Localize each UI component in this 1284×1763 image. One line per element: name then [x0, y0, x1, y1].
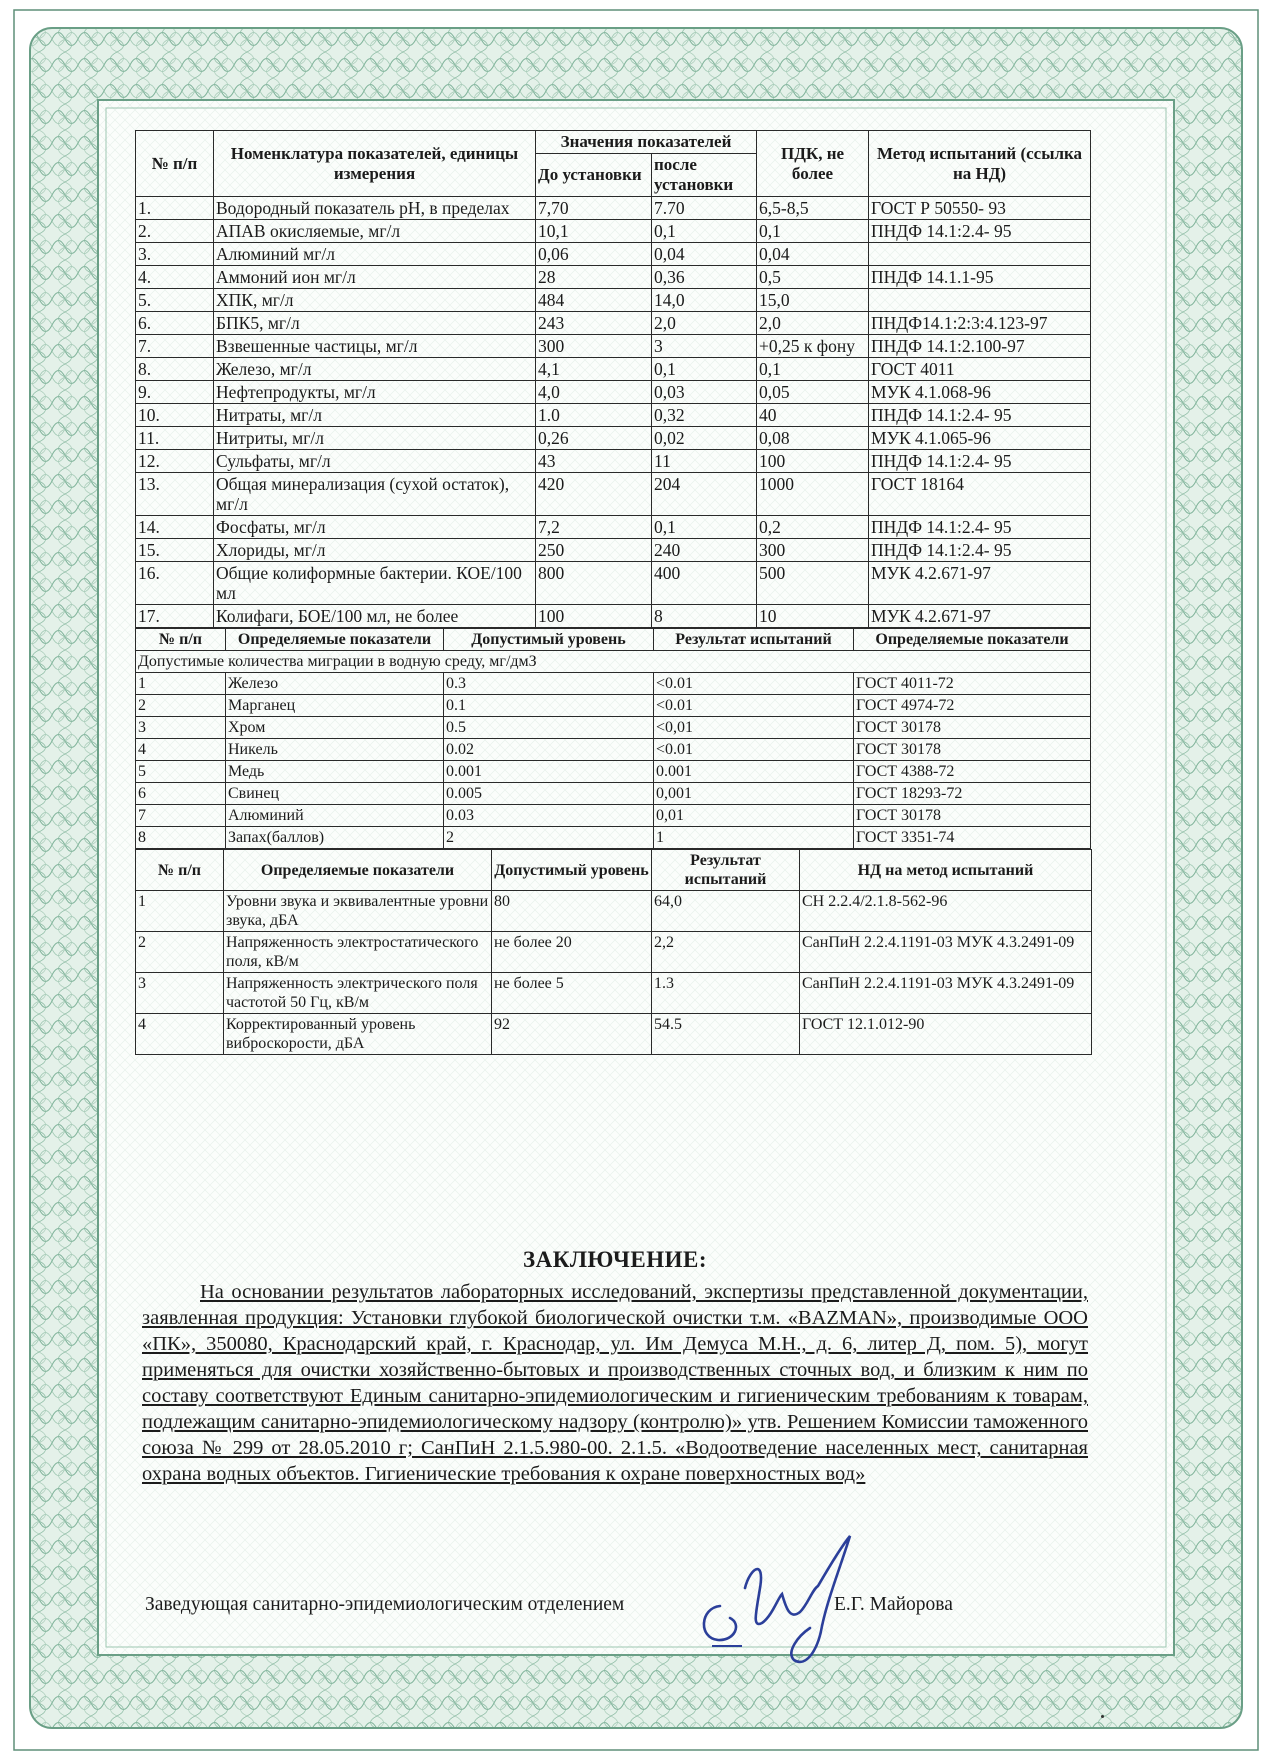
cell-before: 0,26	[536, 427, 652, 450]
table-row	[136, 695, 1091, 717]
cell-name: Нитриты, мг/л	[214, 427, 536, 450]
table-row	[136, 673, 1091, 695]
table-row	[136, 973, 1092, 1014]
cell-method	[869, 243, 1091, 266]
cell-name: Никель	[226, 739, 444, 761]
table-row	[136, 891, 1092, 932]
section-label: Допустимые количества миграции в водную среду, мг/дмЗ	[136, 651, 1091, 673]
cell-result: 0.001	[654, 761, 854, 783]
cell-pdk: 0,5	[757, 266, 869, 289]
cell-after: 240	[652, 539, 757, 562]
cell-method: ГОСТ Р 50550- 93	[869, 197, 1091, 220]
cell-method: СанПиН 2.2.4.1191-03 МУК 4.3.2491-09	[800, 932, 1092, 973]
header-result: Результат испытаний	[654, 629, 854, 651]
cell-num: 15.	[136, 539, 214, 562]
cell-num: 14.	[136, 516, 214, 539]
cell-method: МУК 4.2.671-97	[869, 605, 1091, 628]
cell-before: 0,06	[536, 243, 652, 266]
table-row	[136, 783, 1091, 805]
cell-name: Фосфаты, мг/л	[214, 516, 536, 539]
cell-before: 7,2	[536, 516, 652, 539]
cell-method: МУК 4.1.065-96	[869, 427, 1091, 450]
cell-pdk: 0,05	[757, 381, 869, 404]
cell-method: ГОСТ 18164	[869, 473, 1091, 516]
cell-after: 3	[652, 335, 757, 358]
physical-factors-table	[135, 849, 1092, 1055]
table-row	[136, 289, 1091, 312]
cell-pdk: 100	[757, 450, 869, 473]
cell-num: 3	[136, 717, 226, 739]
cell-after: 400	[652, 562, 757, 605]
header-num: № п/п	[136, 629, 226, 651]
cell-level: 2	[444, 827, 654, 849]
cell-num: 5	[136, 761, 226, 783]
cell-pdk: 2,0	[757, 312, 869, 335]
table-row	[136, 605, 1091, 628]
cell-method: ГОСТ 4388-72	[854, 761, 1091, 783]
cell-name: Общая минерализация (сухой остаток), мг/л	[214, 473, 536, 516]
cell-method: ГОСТ 30178	[854, 805, 1091, 827]
signatory-name: Е.Г. Майорова	[834, 1594, 953, 1615]
conclusion-text: На основании результатов лабораторных исследований, экспертизы представленной документации, заявленная продукция: Установки глубокой биологической очистки т.м. «BAZMAN», производимые ООО «ПК», 350080, Краснодарский край, г. Краснодар, ул. Им Демуса М.Н., д. 6, литер Д, пом. 5), могут применяться для очистки хозяйственно-бытовых и производственных сточных вод, и близким к ним по составу соответствуют Единым санитарно-эпидемиологическим и гигиеническим требованиям к товарам, подлежащим санитарно-эпидемиологическому надзору (контролю)» утв. Решением Комиссии таможенного союза № 299 от 28.05.2010 г; СанПиН 2.1.5.980-00. 2.1.5. «Водоотведение населенных мест, санитарная охрана водных объектов. Гигиенические требования к охране поверхностных вод»	[142, 1281, 1088, 1485]
table-row	[136, 932, 1092, 973]
cell-level: 0.005	[444, 783, 654, 805]
cell-before: 250	[536, 539, 652, 562]
cell-name: ХПК, мг/л	[214, 289, 536, 312]
cell-pdk: 40	[757, 404, 869, 427]
cell-method: ГОСТ 12.1.012-90	[800, 1014, 1092, 1055]
cell-before: 10,1	[536, 220, 652, 243]
cell-name: Нефтепродукты, мг/л	[214, 381, 536, 404]
header-after: после установки	[652, 154, 757, 197]
tables-area	[135, 130, 1090, 1055]
table-row	[136, 1014, 1092, 1055]
cell-num: 2	[136, 932, 224, 973]
cell-result: <0,01	[654, 717, 854, 739]
table-row	[136, 827, 1091, 849]
cell-level: 80	[492, 891, 652, 932]
cell-name: Хром	[226, 717, 444, 739]
cell-result: <0.01	[654, 673, 854, 695]
water-quality-table	[135, 130, 1091, 628]
cell-before: 4,1	[536, 358, 652, 381]
cell-pdk: 500	[757, 562, 869, 605]
table-row	[136, 335, 1091, 358]
header-name: Номенклатура показателей, единицы измерения	[214, 131, 536, 197]
cell-name: Хлориды, мг/л	[214, 539, 536, 562]
cell-num: 5.	[136, 289, 214, 312]
cell-before: 484	[536, 289, 652, 312]
cell-result: <0.01	[654, 695, 854, 717]
migration-table	[135, 628, 1091, 849]
cell-result: 1.3	[652, 973, 800, 1014]
cell-num: 13.	[136, 473, 214, 516]
table-row	[136, 562, 1091, 605]
cell-method: ГОСТ 3351-74	[854, 827, 1091, 849]
cell-name: Железо	[226, 673, 444, 695]
cell-before: 800	[536, 562, 652, 605]
cell-level: 0.02	[444, 739, 654, 761]
cell-before: 420	[536, 473, 652, 516]
header-method: Метод испытаний (ссылка на НД)	[869, 131, 1091, 197]
table-row	[136, 450, 1091, 473]
table-row	[136, 473, 1091, 516]
cell-name: Колифаги, БОЕ/100 мл, не более	[214, 605, 536, 628]
cell-num: 2	[136, 695, 226, 717]
cell-method: ГОСТ 30178	[854, 739, 1091, 761]
cell-method: ГОСТ 18293-72	[854, 783, 1091, 805]
cell-result: 2,2	[652, 932, 800, 973]
header-result: Результат испытаний	[652, 850, 800, 891]
cell-pdk: 0,04	[757, 243, 869, 266]
cell-before: 100	[536, 605, 652, 628]
cell-before: 1.0	[536, 404, 652, 427]
header-level: Допустимый уровень	[492, 850, 652, 891]
cell-pdk: 0,1	[757, 220, 869, 243]
cell-method: ПНДФ14.1:2:3:4.123-97	[869, 312, 1091, 335]
cell-pdk: +0,25 к фону	[757, 335, 869, 358]
cell-pdk: 300	[757, 539, 869, 562]
cell-method: ПНДФ 14.1:2.4- 95	[869, 516, 1091, 539]
cell-num: 4	[136, 739, 226, 761]
cell-method: МУК 4.2.671-97	[869, 562, 1091, 605]
cell-after: 0,36	[652, 266, 757, 289]
cell-method: ГОСТ 4974-72	[854, 695, 1091, 717]
cell-num: 17.	[136, 605, 214, 628]
cell-method: ГОСТ 4011	[869, 358, 1091, 381]
table-row	[136, 539, 1091, 562]
cell-after: 2,0	[652, 312, 757, 335]
cell-method: ПНДФ 14.1:2.4- 95	[869, 404, 1091, 427]
table-row	[136, 381, 1091, 404]
cell-name: Железо, мг/л	[214, 358, 536, 381]
cell-num: 4.	[136, 266, 214, 289]
table-row	[136, 717, 1091, 739]
cell-pdk: 15,0	[757, 289, 869, 312]
cell-name: Уровни звука и эквивалентные уровни звука, дБА	[224, 891, 492, 932]
cell-result: <0.01	[654, 739, 854, 761]
cell-after: 14,0	[652, 289, 757, 312]
cell-method: ГОСТ 4011-72	[854, 673, 1091, 695]
cell-before: 243	[536, 312, 652, 335]
cell-level: не более 5	[492, 973, 652, 1014]
cell-name: Общие колиформные бактерии. КОЕ/100 мл	[214, 562, 536, 605]
table-row	[136, 805, 1091, 827]
table-row	[136, 266, 1091, 289]
table-row	[136, 220, 1091, 243]
scan-speck	[1101, 1715, 1104, 1718]
cell-name: Медь	[226, 761, 444, 783]
cell-num: 11.	[136, 427, 214, 450]
table-row	[136, 197, 1091, 220]
cell-result: 0,01	[654, 805, 854, 827]
cell-method: ПНДФ 14.1:2.100-97	[869, 335, 1091, 358]
header-method: Определяемые показатели	[854, 629, 1091, 651]
cell-after: 0,1	[652, 220, 757, 243]
cell-num: 7.	[136, 335, 214, 358]
cell-num: 7	[136, 805, 226, 827]
cell-before: 28	[536, 266, 652, 289]
cell-pdk: 1000	[757, 473, 869, 516]
cell-num: 10.	[136, 404, 214, 427]
cell-name: БПК5, мг/л	[214, 312, 536, 335]
cell-num: 1.	[136, 197, 214, 220]
cell-name: Аммоний ион мг/л	[214, 266, 536, 289]
conclusion-section	[142, 1247, 1088, 1487]
table-row	[136, 358, 1091, 381]
cell-num: 3.	[136, 243, 214, 266]
cell-method: ПНДФ 14.1.1-95	[869, 266, 1091, 289]
cell-after: 0,04	[652, 243, 757, 266]
cell-method: ПНДФ 14.1:2.4- 95	[869, 539, 1091, 562]
cell-name: Корректированный уровень виброскорости, дБА	[224, 1014, 492, 1055]
cell-name: Свинец	[226, 783, 444, 805]
table-row	[136, 739, 1091, 761]
cell-level: 0.5	[444, 717, 654, 739]
cell-name: Алюминий мг/л	[214, 243, 536, 266]
table-row	[136, 761, 1091, 783]
cell-num: 8.	[136, 358, 214, 381]
cell-name: Напряженность электростатического поля, кВ/м	[224, 932, 492, 973]
cell-level: 0.3	[444, 673, 654, 695]
cell-after: 8	[652, 605, 757, 628]
cell-method: МУК 4.1.068-96	[869, 381, 1091, 404]
header-name: Определяемые показатели	[226, 629, 444, 651]
cell-before: 43	[536, 450, 652, 473]
table-row	[136, 243, 1091, 266]
cell-method	[869, 289, 1091, 312]
cell-name: Алюминий	[226, 805, 444, 827]
cell-after: 0,1	[652, 358, 757, 381]
cell-level: 0.1	[444, 695, 654, 717]
cell-after: 0,03	[652, 381, 757, 404]
cell-method: ГОСТ 30178	[854, 717, 1091, 739]
cell-num: 3	[136, 973, 224, 1014]
cell-before: 300	[536, 335, 652, 358]
cell-level: 92	[492, 1014, 652, 1055]
cell-method: СанПиН 2.2.4.1191-03 МУК 4.3.2491-09	[800, 973, 1092, 1014]
cell-method: ПНДФ 14.1:2.4- 95	[869, 450, 1091, 473]
cell-result: 0,001	[654, 783, 854, 805]
cell-name: Водородный показатель pH, в пределах	[214, 197, 536, 220]
table-row	[136, 516, 1091, 539]
cell-num: 12.	[136, 450, 214, 473]
table-row	[136, 312, 1091, 335]
table-row	[136, 427, 1091, 450]
cell-before: 7,70	[536, 197, 652, 220]
table-row	[136, 404, 1091, 427]
cell-result: 1	[654, 827, 854, 849]
cell-method: ПНДФ 14.1:2.4- 95	[869, 220, 1091, 243]
cell-num: 1	[136, 673, 226, 695]
cell-after: 0,1	[652, 516, 757, 539]
conclusion-title: ЗАКЛЮЧЕНИЕ:	[522, 1247, 708, 1272]
cell-before: 4,0	[536, 381, 652, 404]
cell-after: 0,32	[652, 404, 757, 427]
cell-name: АПАВ окисляемые, мг/л	[214, 220, 536, 243]
cell-name: Марганец	[226, 695, 444, 717]
cell-name: Запах(баллов)	[226, 827, 444, 849]
header-before: До установки	[536, 154, 652, 197]
cell-num: 2.	[136, 220, 214, 243]
cell-name: Нитраты, мг/л	[214, 404, 536, 427]
cell-pdk: 0,1	[757, 358, 869, 381]
header-level: Допустимый уровень	[444, 629, 654, 651]
cell-num: 4	[136, 1014, 224, 1055]
signatory-position: Заведующая санитарно-эпидемиологическим отделением	[145, 1594, 625, 1615]
header-num: № п/п	[136, 131, 214, 197]
cell-after: 0,02	[652, 427, 757, 450]
header-method: НД на метод испытаний	[800, 850, 1092, 891]
cell-after: 7.70	[652, 197, 757, 220]
cell-num: 9.	[136, 381, 214, 404]
cell-num: 16.	[136, 562, 214, 605]
header-pdk: ПДК, не более	[757, 131, 869, 197]
cell-level: 0.03	[444, 805, 654, 827]
cell-level: не более 20	[492, 932, 652, 973]
cell-num: 1	[136, 891, 224, 932]
cell-num: 8	[136, 827, 226, 849]
cell-level: 0.001	[444, 761, 654, 783]
cell-pdk: 0,2	[757, 516, 869, 539]
cell-pdk: 10	[757, 605, 869, 628]
cell-result: 64,0	[652, 891, 800, 932]
header-num: № п/п	[136, 850, 224, 891]
header-values: Значения показателей	[536, 131, 757, 154]
cell-name: Напряженность электрического поля частотой 50 Гц, кВ/м	[224, 973, 492, 1014]
cell-after: 204	[652, 473, 757, 516]
cell-num: 6	[136, 783, 226, 805]
cell-name: Взвешенные частицы, мг/л	[214, 335, 536, 358]
cell-after: 11	[652, 450, 757, 473]
cell-method: СН 2.2.4/2.1.8-562-96	[800, 891, 1092, 932]
cell-result: 54.5	[652, 1014, 800, 1055]
cell-num: 6.	[136, 312, 214, 335]
cell-name: Сульфаты, мг/л	[214, 450, 536, 473]
cell-pdk: 0,08	[757, 427, 869, 450]
cell-pdk: 6,5-8,5	[757, 197, 869, 220]
header-name: Определяемые показатели	[224, 850, 492, 891]
